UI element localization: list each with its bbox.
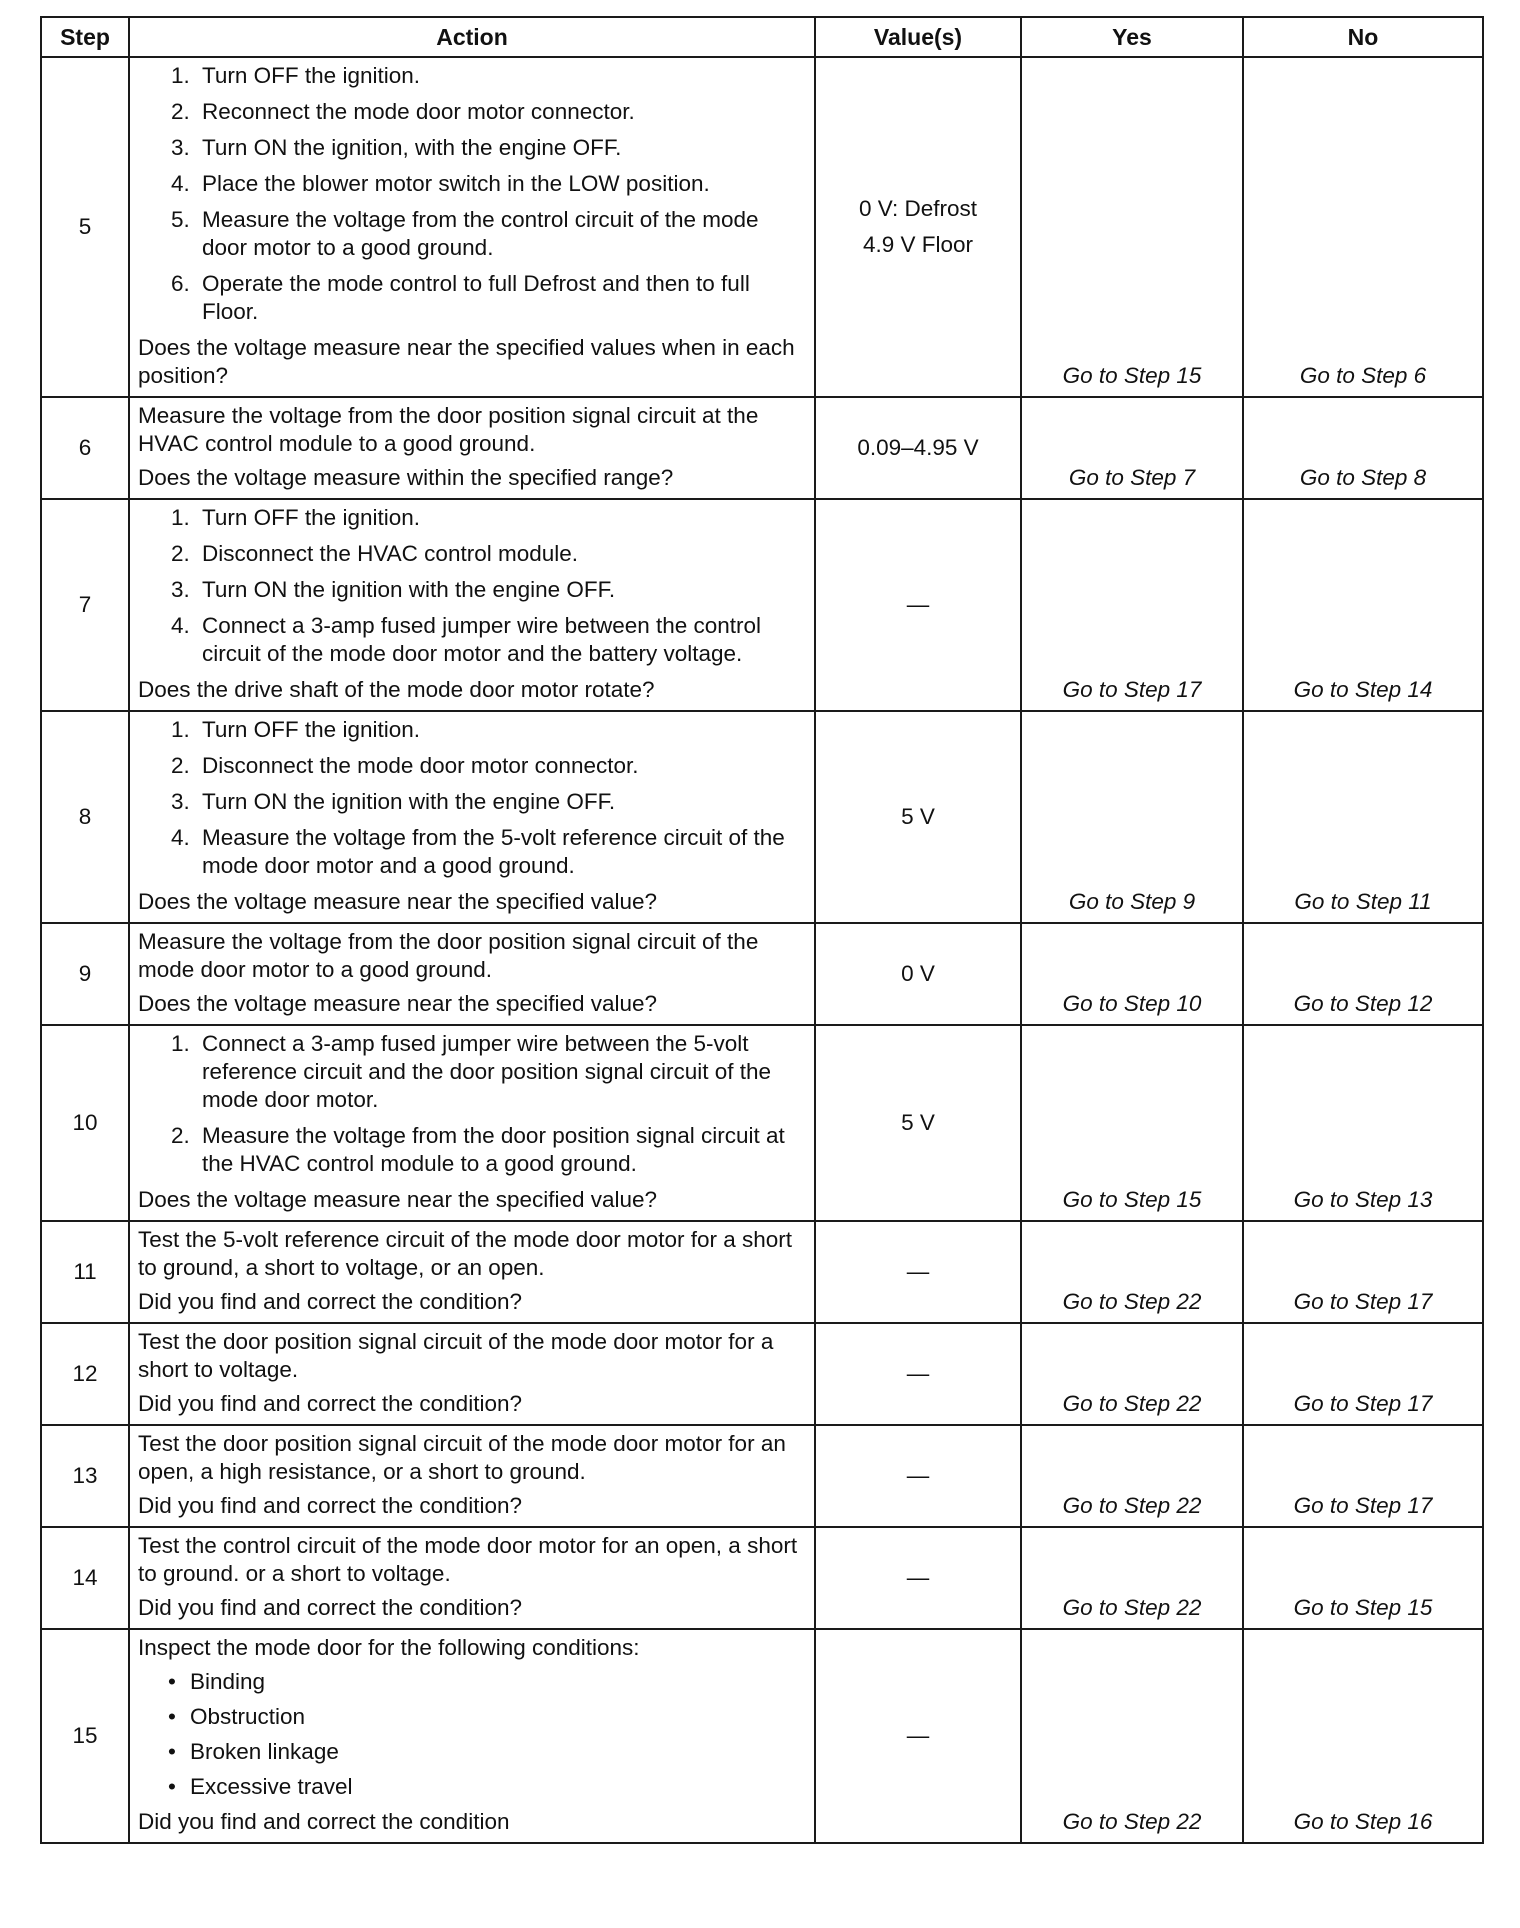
action-cell — [129, 57, 815, 397]
condition-text: Binding — [190, 1669, 266, 1694]
step-number: 14 — [41, 1527, 129, 1629]
action-step-item: 2. Disconnect the mode door motor connector. — [196, 752, 806, 780]
action-intro: Inspect the mode door for the following conditions: — [138, 1635, 640, 1660]
step-number: 8 — [41, 711, 129, 923]
no-action: Go to Step 15 — [1243, 1527, 1483, 1629]
action-question: Does the voltage measure near the specified value? — [138, 889, 658, 914]
value-text: — — [906, 1361, 930, 1386]
yes-action: Go to Step 22 — [1021, 1629, 1243, 1843]
header-action: Action — [129, 17, 815, 57]
action-step-item: 5. Measure the voltage from the control circuit of the mode door motor to a good ground. — [196, 206, 806, 262]
bullet-icon: • — [168, 1669, 176, 1694]
no-action: Go to Step 12 — [1243, 923, 1483, 1025]
value-text: 0 V: Defrost — [859, 196, 977, 221]
action-step-item: 1. Turn OFF the ignition. — [196, 504, 806, 532]
table-row — [41, 1221, 1483, 1323]
value-cell — [815, 499, 1021, 711]
yes-action: Go to Step 17 — [1021, 499, 1243, 711]
bullet-icon: • — [168, 1739, 176, 1764]
action-question: Does the voltage measure near the specified values when in each position? — [138, 335, 795, 388]
action-step-item: 1. Turn OFF the ignition. — [196, 716, 806, 744]
value-cell — [815, 1425, 1021, 1527]
table-row — [41, 1425, 1483, 1527]
step-number: 6 — [41, 397, 129, 499]
bullet-icon: • — [168, 1774, 176, 1799]
action-step-item: 2. Reconnect the mode door motor connector. — [196, 98, 806, 126]
action-cell — [129, 711, 815, 923]
action-question: Did you find and correct the condition — [138, 1809, 510, 1834]
step-number: 13 — [41, 1425, 129, 1527]
no-action: Go to Step 17 — [1243, 1425, 1483, 1527]
header-row — [41, 17, 1483, 57]
no-action: Go to Step 6 — [1243, 57, 1483, 397]
condition-item — [168, 1738, 806, 1766]
table-row — [41, 397, 1483, 499]
action-cell — [129, 1425, 815, 1527]
step-number: 15 — [41, 1629, 129, 1843]
bullet-icon: • — [168, 1704, 176, 1729]
no-action: Go to Step 16 — [1243, 1629, 1483, 1843]
table-row — [41, 923, 1483, 1025]
action-step-item: 6. Operate the mode control to full Defrost and then to full Floor. — [196, 270, 806, 326]
action-step-item: 4. Place the blower motor switch in the LOW position. — [196, 170, 806, 198]
action-intro: Test the door position signal circuit of the mode door motor for a short to voltage. — [138, 1329, 774, 1382]
action-step-item: 3. Turn ON the ignition with the engine OFF. — [196, 576, 806, 604]
action-question: Does the voltage measure near the specified value? — [138, 1187, 658, 1212]
action-cell — [129, 1323, 815, 1425]
yes-action: Go to Step 22 — [1021, 1221, 1243, 1323]
value-text: 0 V — [901, 961, 935, 986]
table-row — [41, 1629, 1483, 1843]
action-cell — [129, 923, 815, 1025]
yes-action: Go to Step 9 — [1021, 711, 1243, 923]
value-text: — — [906, 1463, 930, 1488]
value-text: — — [906, 1723, 930, 1748]
condition-text: Broken linkage — [190, 1739, 339, 1764]
action-intro: Measure the voltage from the door position signal circuit at the HVAC control module to a good ground. — [138, 403, 759, 456]
action-intro: Test the door position signal circuit of the mode door motor for an open, a high resistance, or a short to ground. — [138, 1431, 786, 1484]
action-step-item: 1. Connect a 3-amp fused jumper wire between the 5-volt reference circuit and the door position signal circuit of the mode door motor. — [196, 1030, 806, 1114]
action-step-item: 4. Connect a 3-amp fused jumper wire between the control circuit of the mode door motor and the battery voltage. — [196, 612, 806, 668]
condition-item — [168, 1668, 806, 1696]
value-text: 5 V — [901, 1110, 935, 1135]
action-step-item: 4. Measure the voltage from the 5-volt reference circuit of the mode door motor and a good ground. — [196, 824, 806, 880]
action-question: Does the voltage measure within the specified range? — [138, 465, 674, 490]
action-question: Did you find and correct the condition? — [138, 1493, 522, 1518]
table-row — [41, 1323, 1483, 1425]
action-step-item: 2. Measure the voltage from the door position signal circuit at the HVAC control module to a good ground. — [196, 1122, 806, 1178]
diagnostic-table — [40, 16, 1484, 1844]
no-action: Go to Step 8 — [1243, 397, 1483, 499]
condition-list — [138, 1668, 806, 1801]
value-text: — — [906, 1259, 930, 1284]
yes-action: Go to Step 22 — [1021, 1323, 1243, 1425]
header-no: No — [1243, 17, 1483, 57]
action-cell — [129, 397, 815, 499]
action-step-item: 1. Turn OFF the ignition. — [196, 62, 806, 90]
value-cell — [815, 1323, 1021, 1425]
value-cell — [815, 923, 1021, 1025]
action-steps — [138, 504, 806, 668]
value-text: 0.09–4.95 V — [857, 435, 979, 460]
no-action: Go to Step 11 — [1243, 711, 1483, 923]
step-number: 7 — [41, 499, 129, 711]
action-step-item: 3. Turn ON the ignition with the engine OFF. — [196, 788, 806, 816]
value-cell — [815, 1629, 1021, 1843]
header-step: Step — [41, 17, 129, 57]
condition-text: Obstruction — [190, 1704, 306, 1729]
action-intro: Test the 5-volt reference circuit of the mode door motor for a short to ground, a short to voltage, or an open. — [138, 1227, 793, 1280]
value-text: — — [906, 592, 930, 617]
action-question: Did you find and correct the condition? — [138, 1391, 522, 1416]
yes-action: Go to Step 7 — [1021, 397, 1243, 499]
value-cell — [815, 1025, 1021, 1221]
action-cell — [129, 1221, 815, 1323]
action-cell — [129, 499, 815, 711]
action-step-item: 3. Turn ON the ignition, with the engine OFF. — [196, 134, 806, 162]
table-row — [41, 499, 1483, 711]
no-action: Go to Step 17 — [1243, 1323, 1483, 1425]
condition-item — [168, 1703, 806, 1731]
action-question: Does the drive shaft of the mode door motor rotate? — [138, 677, 655, 702]
no-action: Go to Step 13 — [1243, 1025, 1483, 1221]
step-number: 10 — [41, 1025, 129, 1221]
header-yes: Yes — [1021, 17, 1243, 57]
yes-action: Go to Step 22 — [1021, 1425, 1243, 1527]
action-steps — [138, 62, 806, 326]
table-row — [41, 1527, 1483, 1629]
condition-text: Excessive travel — [190, 1774, 353, 1799]
step-number: 9 — [41, 923, 129, 1025]
value-cell — [815, 57, 1021, 397]
value-text: 5 V — [901, 804, 935, 829]
header-values: Value(s) — [815, 17, 1021, 57]
action-cell — [129, 1629, 815, 1843]
action-step-item: 2. Disconnect the HVAC control module. — [196, 540, 806, 568]
yes-action: Go to Step 15 — [1021, 1025, 1243, 1221]
action-steps — [138, 716, 806, 880]
action-question: Does the voltage measure near the specified value? — [138, 991, 658, 1016]
value-cell — [815, 1221, 1021, 1323]
no-action: Go to Step 14 — [1243, 499, 1483, 711]
diagnostic-table-sheet — [40, 16, 1482, 1844]
condition-item — [168, 1773, 806, 1801]
step-number: 12 — [41, 1323, 129, 1425]
step-number: 5 — [41, 57, 129, 397]
yes-action: Go to Step 10 — [1021, 923, 1243, 1025]
yes-action: Go to Step 22 — [1021, 1527, 1243, 1629]
value-cell — [815, 1527, 1021, 1629]
action-steps — [138, 1030, 806, 1178]
action-intro: Measure the voltage from the door position signal circuit of the mode door motor to a good ground. — [138, 929, 759, 982]
value-cell — [815, 397, 1021, 499]
value-cell — [815, 711, 1021, 923]
table-row — [41, 57, 1483, 397]
table-row — [41, 711, 1483, 923]
action-question: Did you find and correct the condition? — [138, 1595, 522, 1620]
value-text: 4.9 V Floor — [862, 232, 974, 257]
value-text: — — [906, 1565, 930, 1590]
yes-action: Go to Step 15 — [1021, 57, 1243, 397]
action-question: Did you find and correct the condition? — [138, 1289, 522, 1314]
action-intro: Test the control circuit of the mode door motor for an open, a short to ground. or a short to voltage. — [138, 1533, 798, 1586]
table-row — [41, 1025, 1483, 1221]
table-body — [41, 57, 1483, 1843]
step-number: 11 — [41, 1221, 129, 1323]
action-cell — [129, 1527, 815, 1629]
action-cell — [129, 1025, 815, 1221]
no-action: Go to Step 17 — [1243, 1221, 1483, 1323]
